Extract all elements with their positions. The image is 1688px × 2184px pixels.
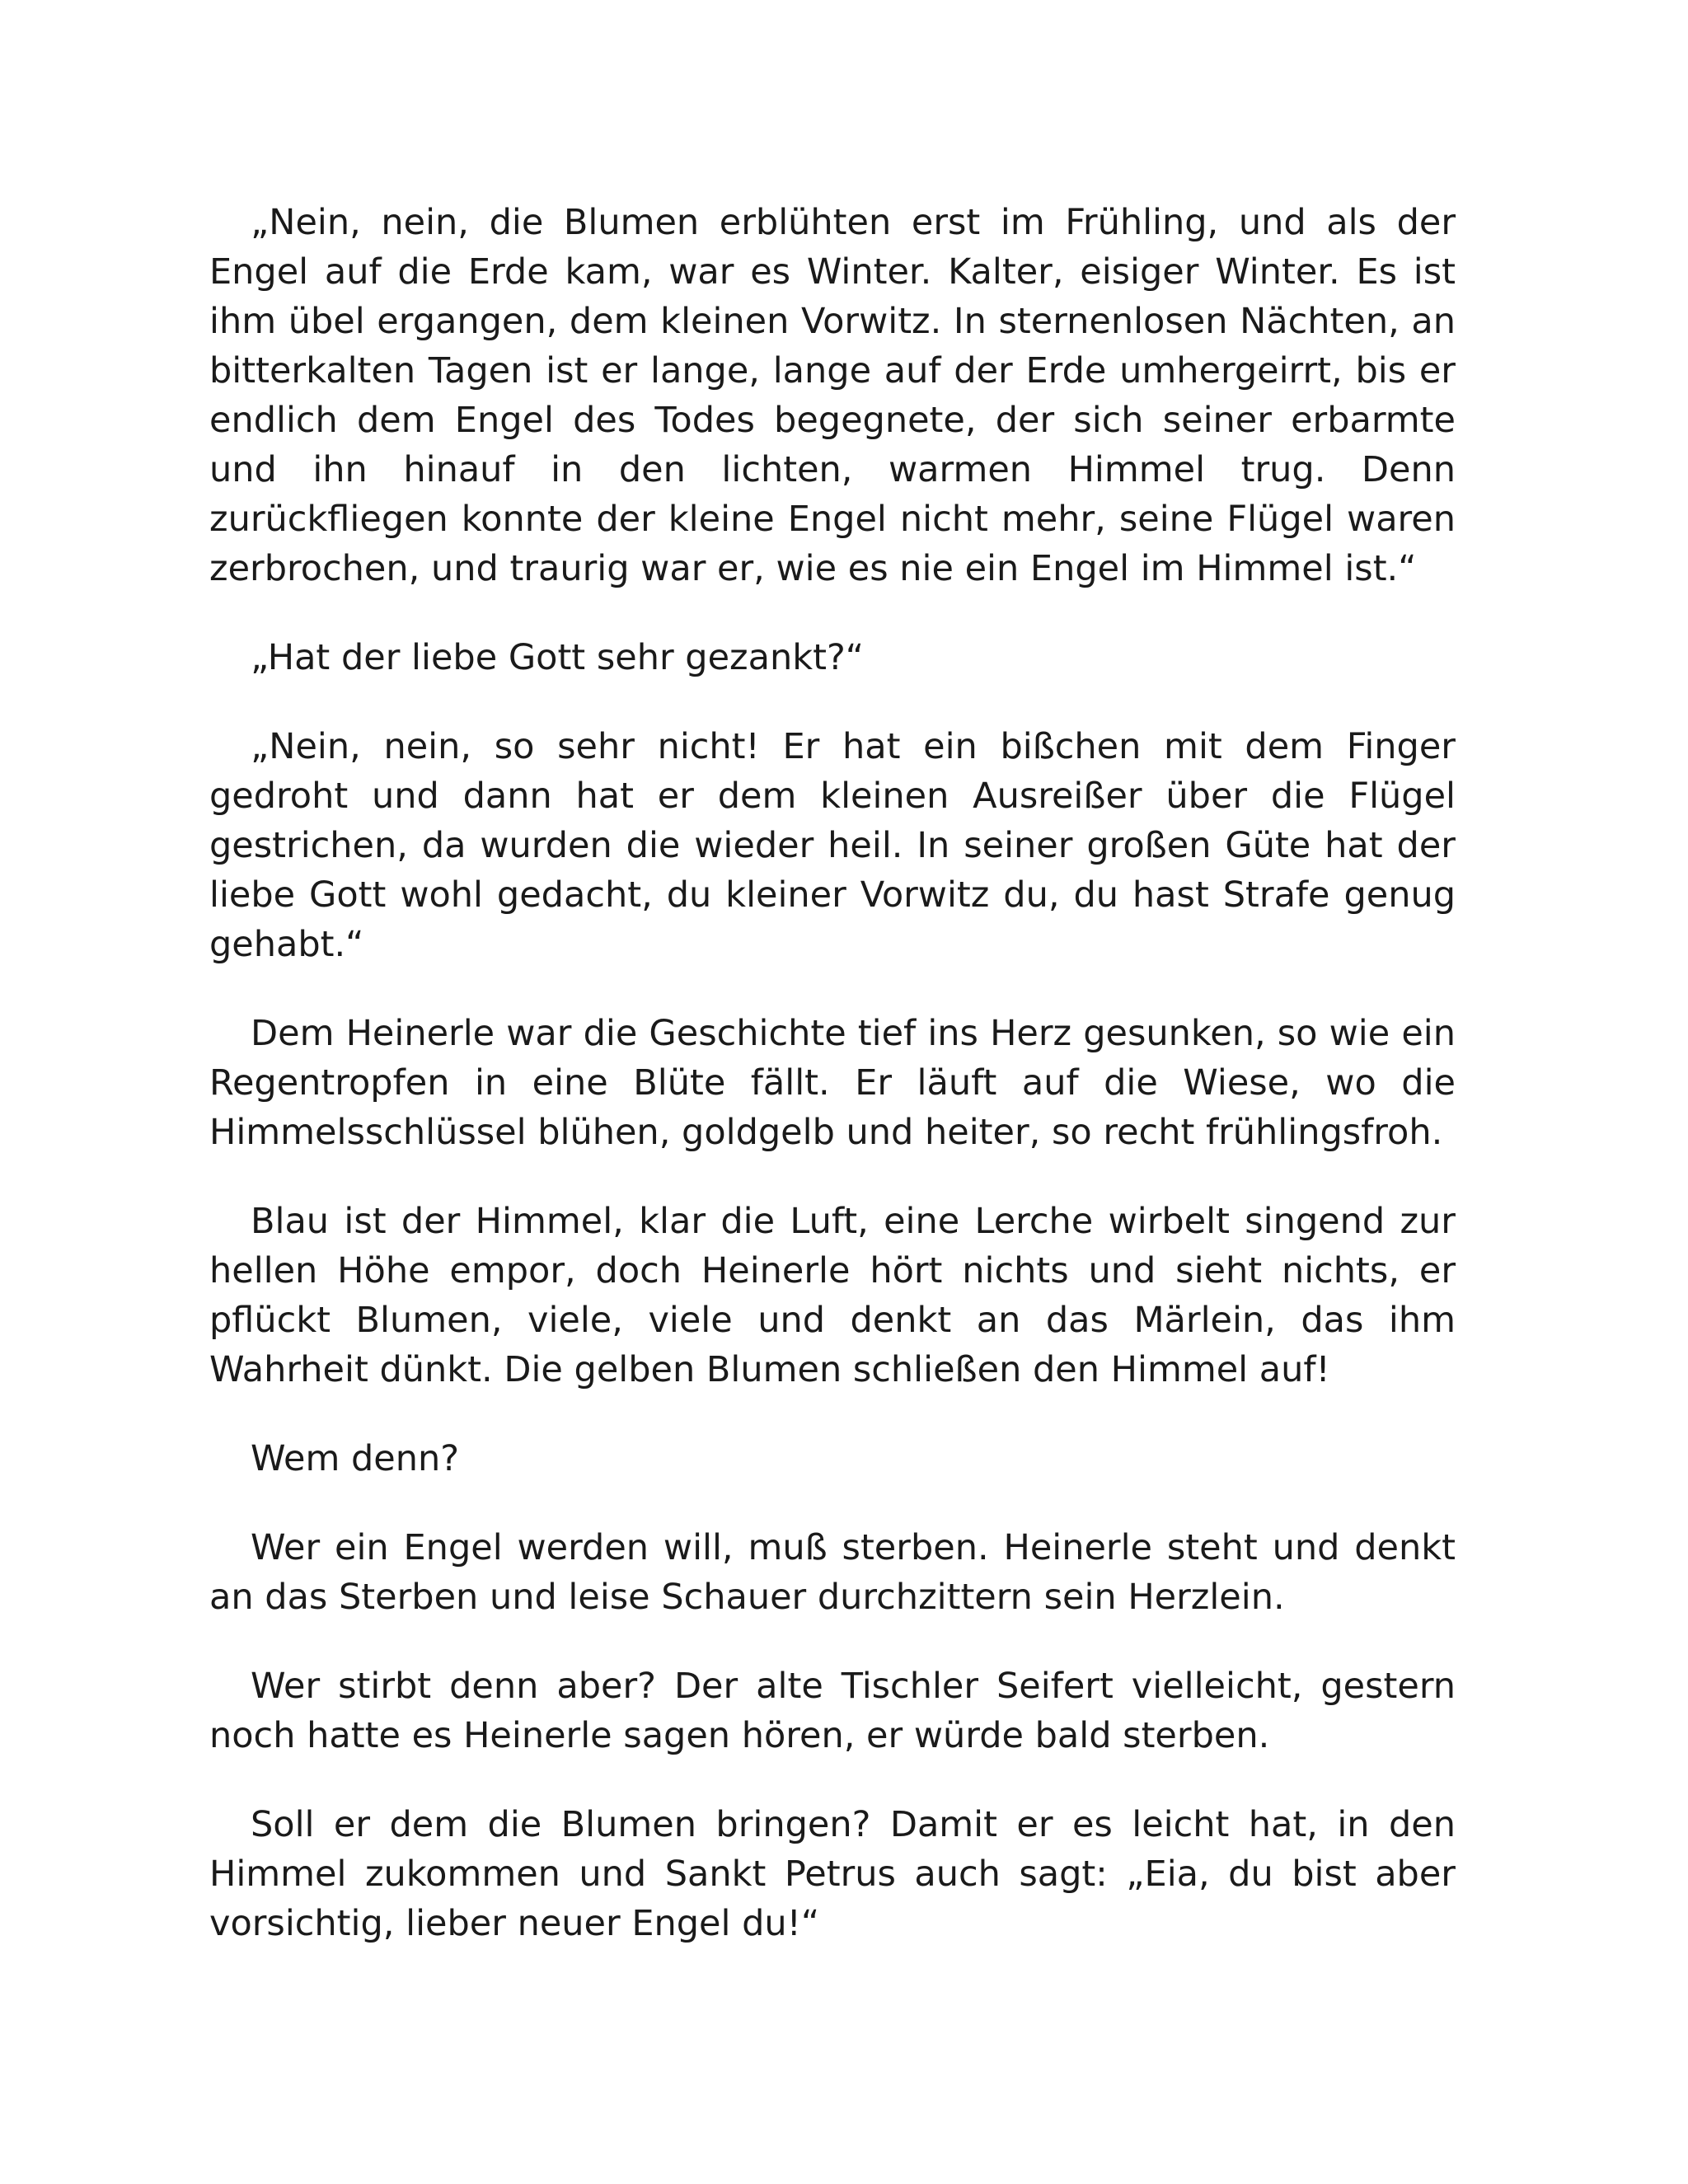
paragraph-4: Dem Heinerle war die Geschichte tief ins Herz gesunken, so wie ein Regentropfen in eine Blüte fällt. Er läuft auf die Wiese, wo die Himmelsschlüssel blühen, goldgelb und heiter, so recht frühlingsfroh. [209, 1013, 1456, 1153]
paragraph-3: „Nein, nein, so sehr nicht! Er hat ein bißchen mit dem Finger gedroht und dann hat er dem kleinen Ausreißer über die Flügel gestrichen, da wurden die wieder heil. In seiner großen Güte hat der liebe Gott wohl gedacht, du kleiner Vorwitz du, du hast Strafe genug gehabt.“ [209, 726, 1456, 965]
paragraph-8: Wer stirbt denn aber? Der alte Tischler Seifert vielleicht, gestern noch hatte es Heinerle sagen hören, er würde bald sterben. [209, 1666, 1456, 1756]
paragraph-9: Soll er dem die Blumen bringen? Damit er es leicht hat, in den Himmel zukommen und Sankt Petrus auch sagt: „Eia, du bist aber vorsichtig, lieber neuer Engel du!“ [209, 1804, 1456, 1944]
paragraph-5: Blau ist der Himmel, klar die Luft, eine Lerche wirbelt singend zur hellen Höhe empor, doch Heinerle hört nichts und sieht nichts, er pflückt Blumen, viele, viele und denkt an das Märlein, das ihm Wahrheit dünkt. Die gelben Blumen schließen den Himmel auf! [209, 1201, 1456, 1390]
paragraph-7: Wer ein Engel werden will, muß sterben. Heinerle steht und denkt an das Sterben und leise Schauer durchzittern sein Herzlein. [209, 1527, 1456, 1618]
document-page [209, 198, 1456, 1948]
paragraph-2: „Hat der liebe Gott sehr gezankt?“ [251, 637, 865, 678]
paragraph-6: Wem denn? [251, 1438, 460, 1479]
paragraph-1: „Nein, nein, die Blumen erblühten erst im Frühling, und als der Engel auf die Erde kam, war es Winter. Kalter, eisiger Winter. Es ist ihm übel ergangen, dem kleinen Vorwitz. In sternenlosen Nächten, an bitterkalten Tagen ist er lange, lange auf der Erde umhergeirrt, bis er endlich dem Engel des Todes begegnete, der sich seiner erbarmte und ihn hinauf in den lichten, warmen Himmel trug. Denn zurückfliegen konnte der kleine Engel nicht mehr, seine Flügel waren zerbrochen, und traurig war er, wie es nie ein Engel im Himmel ist.“ [209, 202, 1456, 589]
